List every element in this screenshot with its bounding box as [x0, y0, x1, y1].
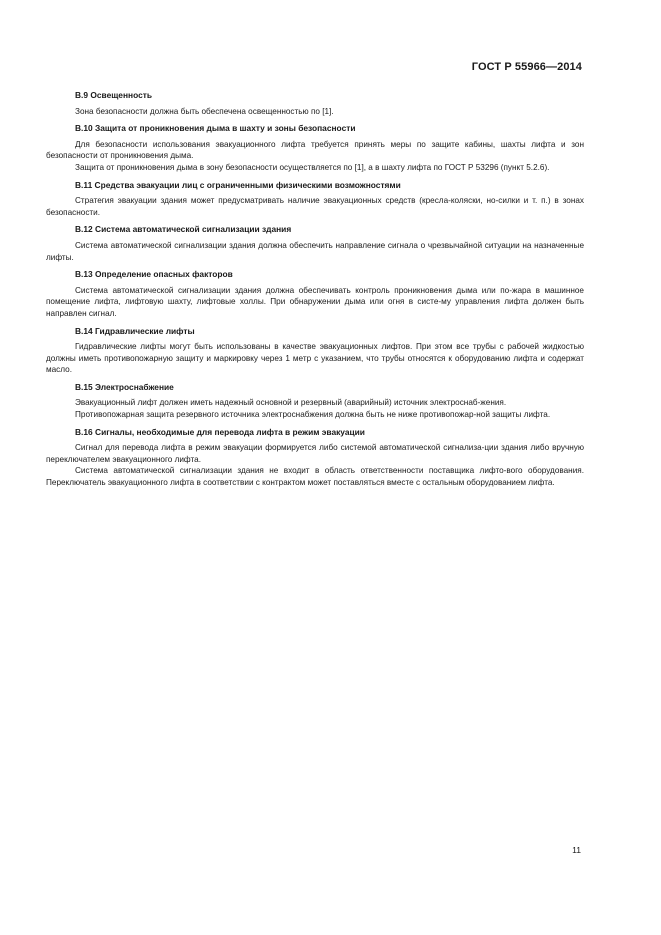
section-heading: В.9 Освещенность: [75, 90, 152, 100]
paragraph: Защита от проникновения дыма в зону безопасности осуществляется по [1], а в шахту лифта по ГОСТ Р 53296 (пункт 5.2.6).: [75, 162, 550, 172]
paragraph: Система автоматической сигнализации здания не входит в область ответственности поставщика лифто-вого оборудования. Переключатель эвакуационного лифта в соответствии с контрактом может поставляться вместе с остальным оборудованием лифта.: [46, 466, 584, 488]
document-code: ГОСТ Р 55966—2014: [471, 61, 582, 73]
section: [46, 382, 584, 421]
paragraph: Зона безопасности должна быть обеспечена освещенностью по [1].: [75, 106, 334, 116]
paragraph: Для безопасности использования эвакуационного лифта требуется принять меры по защите кабины, шахты лифта и зон безопасности от проникновения дыма.: [46, 139, 584, 161]
section-heading: В.10 Защита от проникновения дыма в шахту и зоны безопасности: [75, 123, 356, 134]
section-heading: В.16 Сигналы, необходимые для перевода лифта в режим эвакуации: [75, 426, 365, 437]
section: [46, 123, 584, 173]
paragraph: Стратегия эвакуации здания может предусматривать наличие эвакуационных средств (кресла-коляски, но-силки и т. п.) в зонах безопасности.: [46, 196, 584, 217]
section: [46, 90, 584, 117]
section-heading: В.15 Электроснабжение: [75, 381, 174, 392]
document-body: [46, 90, 584, 495]
paragraph: Противопожарная защита резервного источника электроснабжения должна быть не ниже противопожар-ной защиты лифта.: [75, 410, 551, 420]
section: [46, 224, 584, 263]
paragraph: Эвакуационный лифт должен иметь надежный основной и резервный (аварийный) источник электроснаб-жения.: [75, 398, 507, 408]
section: [46, 427, 584, 489]
section: [46, 326, 584, 376]
paragraph: Система автоматической сигнализации здания должна обеспечивать контроль проникновения дыма или по-жара в машинное помещение лифта, лифтовую шахту, лифтовые холлы. При обнаружении дыма или огня в систе-му управления лифта должен быть направлен сигнал.: [46, 285, 584, 318]
section-heading: В.11 Средства эвакуации лиц с ограниченными физическими возможностями: [75, 179, 401, 190]
section-heading: В.12 Система автоматической сигнализации здания: [75, 224, 292, 235]
section-heading: В.14 Гидравлические лифты: [75, 325, 195, 336]
paragraph: Гидравлические лифты могут быть использованы в качестве эвакуационных лифтов. При этом все трубы с рабочей жидкостью должны иметь противопожарную защиту и маркировку через 1 метр с указанием, что трубы относятся к оборудованию лифта и содержат масло.: [46, 342, 584, 375]
page-number: 11: [572, 845, 581, 855]
section: [46, 269, 584, 319]
paragraph: Система автоматической сигнализации здания должна обеспечить направление сигнала о чрезвычайной ситуации на назначенные лифты.: [46, 240, 584, 262]
section-heading: В.13 Определение опасных факторов: [75, 269, 233, 280]
section: [46, 180, 584, 219]
paragraph: Сигнал для перевода лифта в режим эвакуации формируется либо системой автоматической сигнализа-ции здания либо вручную переключателем эвакуационного лифта.: [46, 443, 584, 464]
